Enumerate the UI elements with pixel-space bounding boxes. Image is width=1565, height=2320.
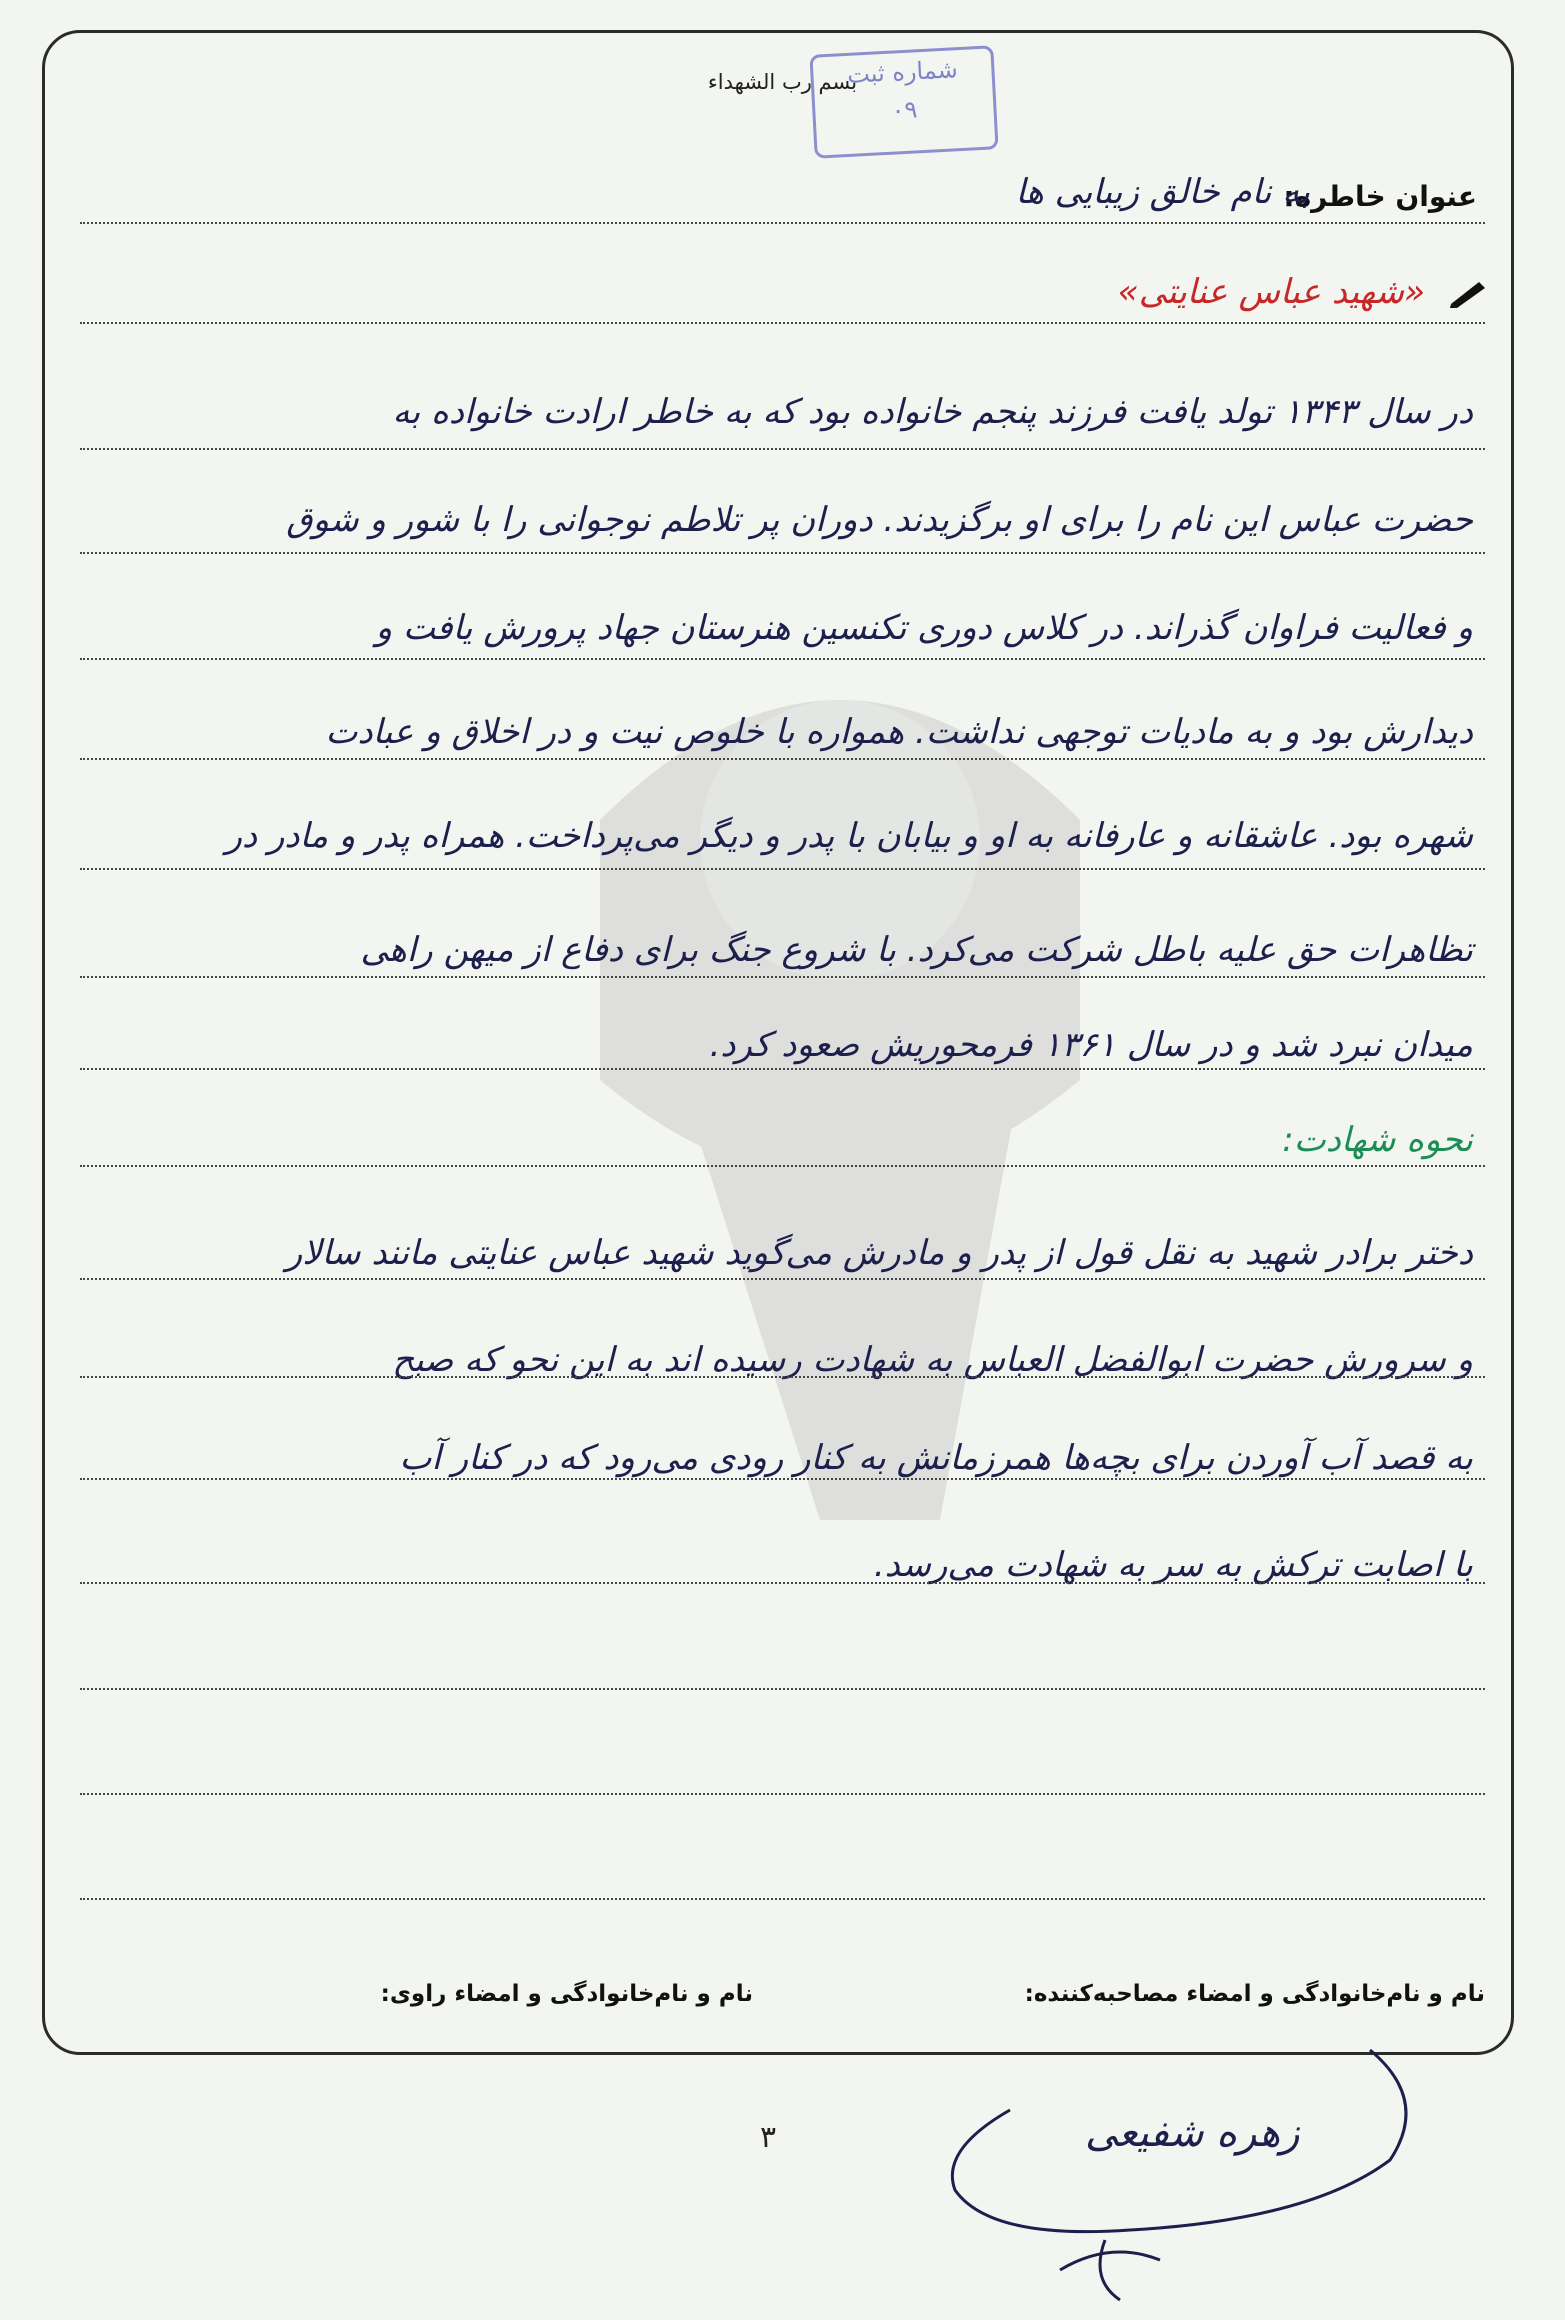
body-line: و فعالیت فراوان گذراند. در کلاس دوری تکنسین هنرستان جهاد پرورش یافت و — [375, 608, 1473, 648]
body-rule — [80, 868, 1485, 870]
body2-rule — [80, 1478, 1485, 1480]
body2-rule — [80, 1278, 1485, 1280]
body2-line: با اصابت ترکش به سر به شهادت می‌رسد. — [873, 1545, 1473, 1585]
body-rule — [80, 552, 1485, 554]
body-line: در سال ۱۳۴۳ تولد یافت فرزند پنجم خانواده بود که به خاطر ارادت خانواده به — [392, 392, 1473, 432]
title-value: به نام خالق زیبایی ها — [1015, 172, 1310, 212]
stamp-line-2: ۰۹ — [890, 95, 919, 125]
body-line: دیدارش بود و به مادیات توجهی نداشت. همواره با خلوص نیت و در اخلاق و عبادت — [325, 712, 1473, 752]
body-line: میدان نبرد شد و در سال ۱۳۶۱ فرمحوریش صعود کرد. — [709, 1025, 1473, 1065]
empty-rule — [80, 1898, 1485, 1900]
body-line: تظاهرات حق علیه باطل شرکت می‌کرد. با شروع جنگ برای دفاع از میهن راهی — [360, 930, 1473, 970]
body-rule — [80, 976, 1485, 978]
body-rule — [80, 758, 1485, 760]
body-line: حضرت عباس این نام را برای او برگزیدند. دوران پر تلاطم نوجوانی را با شور و شوق — [286, 500, 1473, 540]
title-label: عنوان خاطره: — [1283, 180, 1477, 213]
title-rule — [80, 222, 1485, 224]
body2-line: به قصد آب آوردن برای بچه‌ها همرزمانش به کنار رودی می‌رود که در کنار آب — [399, 1438, 1473, 1478]
body-rule — [80, 1068, 1485, 1070]
body-rule — [80, 448, 1485, 450]
registry-stamp — [809, 45, 998, 158]
subtitle-rule — [80, 322, 1485, 324]
signature-drawing — [930, 2040, 1450, 2310]
subtitle-text: «شهید عباس عنایتی» — [1117, 272, 1425, 312]
body2-line: و سرورش حضرت ابوالفضل العباس به شهادت رسیده اند به این نحو که صبح — [392, 1340, 1473, 1380]
section-rule — [80, 1165, 1485, 1167]
body-rule — [80, 658, 1485, 660]
page-header: بسم رب الشهداء — [707, 70, 858, 94]
empty-rule — [80, 1793, 1485, 1795]
empty-rule — [80, 1688, 1485, 1690]
stamp-line-1: شماره ثبت — [846, 55, 959, 89]
narrator-signature-label: نام و نام‌خانوادگی و امضاء راوی: — [380, 1981, 753, 2007]
body2-rule — [80, 1582, 1485, 1584]
body-line: شهره بود. عاشقانه و عارفانه به او و بیابان با پدر و دیگر می‌پرداخت. همراه پدر و مادر در — [225, 816, 1473, 856]
section-heading: نحوه شهادت: — [1282, 1120, 1473, 1160]
page-number: ۳ — [760, 2120, 777, 2155]
body2-rule — [80, 1376, 1485, 1378]
body2-line: دختر برادر شهید به نقل قول از پدر و مادرش می‌گوید شهید عباس عنایتی مانند سالار — [285, 1233, 1473, 1273]
pen-icon — [1449, 278, 1489, 308]
interviewer-signature-label: نام و نام‌خانوادگی و امضاء مصاحبه‌کننده: — [1024, 1981, 1485, 2007]
signature-name: زهره شفیعی — [1085, 2110, 1300, 2156]
